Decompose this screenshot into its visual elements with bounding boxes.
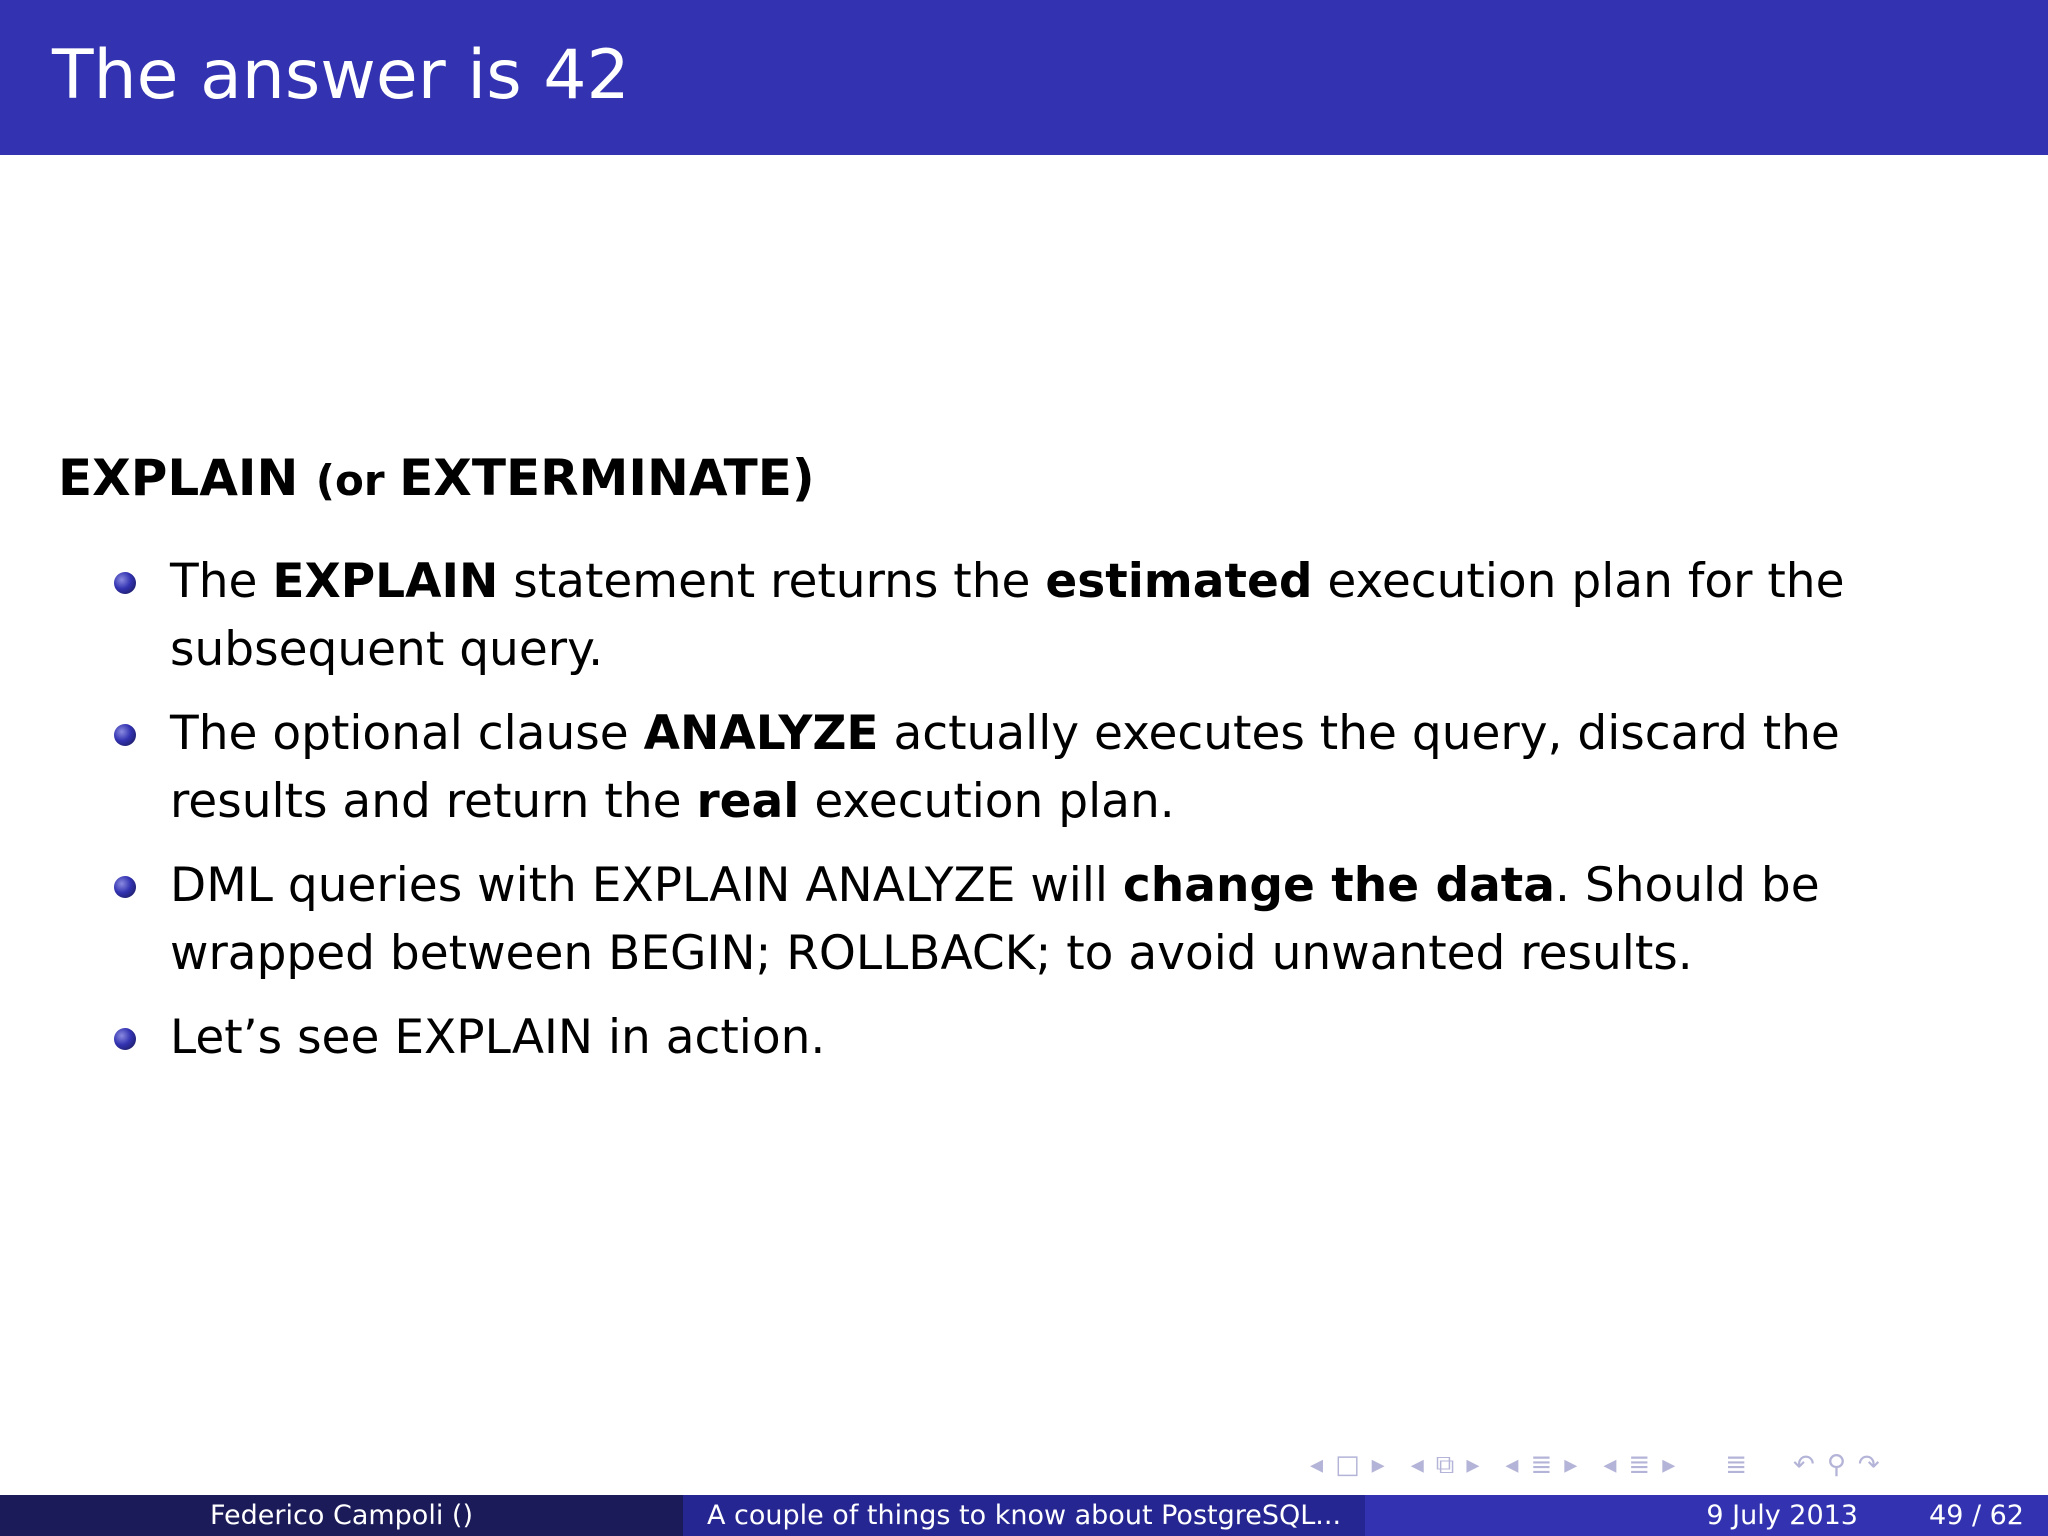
nav-next-frame-icon[interactable]: ▸	[1466, 1450, 1480, 1480]
nav-search-icon[interactable]: ⚲	[1826, 1450, 1846, 1480]
footer-author: Federico Campoli ()	[0, 1495, 683, 1536]
bold-text: ANALYZE	[643, 706, 879, 761]
nav-next-subsection-icon[interactable]: ▸	[1564, 1450, 1578, 1480]
bullet-icon	[114, 1028, 136, 1050]
bullet-icon	[114, 572, 136, 594]
block-title-rest: EXTERMINATE)	[399, 449, 815, 507]
slide-title: The answer is 42	[52, 36, 630, 115]
nav-section-icon[interactable]: ≣	[1628, 1450, 1651, 1480]
nav-slide-icon[interactable]: □	[1335, 1450, 1360, 1480]
bold-text: change the data	[1122, 858, 1555, 913]
list-item: The optional clause ANALYZE actually executes the query, discard the results and return the real execution plan.	[112, 700, 1952, 836]
bullet-icon	[114, 724, 136, 746]
nav-prev-section-icon[interactable]: ◂	[1603, 1450, 1617, 1480]
nav-subsection-icon[interactable]: ≣	[1530, 1450, 1553, 1480]
nav-frame-icon[interactable]: ⧉	[1435, 1450, 1455, 1480]
nav-next-section-icon[interactable]: ▸	[1662, 1450, 1676, 1480]
nav-appendix-icon[interactable]: ≣	[1725, 1450, 1748, 1480]
block-title	[58, 449, 815, 507]
list-item: Let’s see EXPLAIN in action.	[112, 1004, 1952, 1072]
nav-forward-icon[interactable]: ↷	[1857, 1450, 1880, 1480]
footer-right	[1365, 1495, 2048, 1536]
page-number: 49 / 62	[1929, 1500, 2024, 1531]
nav-back-icon[interactable]: ↶	[1793, 1450, 1815, 1480]
block-title-main: EXPLAIN	[58, 449, 316, 507]
nav-prev-slide-icon[interactable]: ◂	[1310, 1450, 1324, 1480]
title-bar	[0, 0, 2048, 155]
bullet-list	[112, 548, 1952, 1088]
footer-date: 9 July 2013	[1706, 1500, 1858, 1531]
bullet-icon	[114, 876, 136, 898]
footer-talk-title: A couple of things to know about PostgreSQL...	[683, 1495, 1365, 1536]
list-item: The EXPLAIN statement returns the estimated execution plan for the subsequent query.	[112, 548, 1952, 684]
block-title-small: (or	[315, 456, 400, 505]
footer	[0, 1495, 2048, 1536]
nav-prev-frame-icon[interactable]: ◂	[1410, 1450, 1424, 1480]
beamer-navigation	[1310, 1448, 1892, 1482]
bold-text: estimated	[1045, 554, 1313, 609]
nav-next-slide-icon[interactable]: ▸	[1371, 1450, 1385, 1480]
bold-text: real	[696, 774, 800, 829]
list-item: DML queries with EXPLAIN ANALYZE will change the data. Should be wrapped between BEGIN; ROLLBACK; to avoid unwanted results.	[112, 852, 1952, 988]
bold-text: EXPLAIN	[272, 554, 499, 609]
nav-prev-subsection-icon[interactable]: ◂	[1505, 1450, 1519, 1480]
